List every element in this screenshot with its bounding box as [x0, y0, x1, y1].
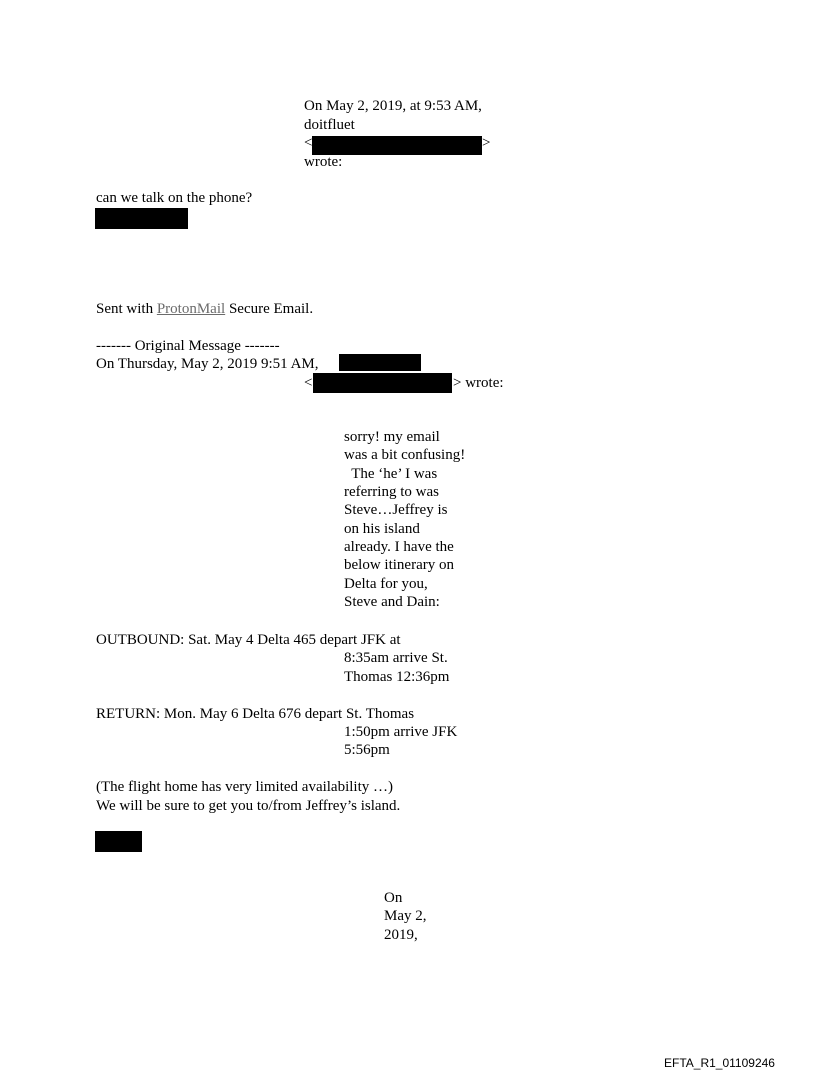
availability-note: (The flight home has very limited availability …): [96, 779, 394, 795]
trailing-line: 2019,: [384, 927, 418, 943]
body-line: Delta for you,: [344, 576, 428, 592]
redaction-original-sender-name: [339, 354, 421, 371]
signature-suffix: Secure Email.: [225, 301, 314, 317]
redaction-signature-name: [95, 208, 188, 229]
original-message-divider: ------- Original Message -------: [96, 338, 280, 354]
island-note: We will be sure to get you to/from Jeffrey’s island.: [96, 798, 401, 814]
original-lt: <: [304, 375, 313, 391]
document-id: EFTA_R1_01109246: [664, 1056, 775, 1070]
body-line: on his island: [344, 521, 420, 537]
redaction-original-sender-email: [313, 373, 452, 393]
redaction-closing-name: [95, 831, 142, 852]
reply-header-sender: doitfluet: [304, 117, 355, 133]
return-flight: RETURN: Mon. May 6 Delta 676 depart St. Thomas: [96, 706, 415, 722]
trailing-line: On: [384, 890, 403, 906]
reply-header-gt: >: [482, 135, 491, 151]
original-wrote: > wrote:: [453, 375, 504, 391]
outbound-flight: OUTBOUND: Sat. May 4 Delta 465 depart JFK at: [96, 632, 401, 648]
signature-prefix: Sent with: [96, 301, 157, 317]
message-text: can we talk on the phone?: [96, 190, 253, 206]
body-line: was a bit confusing!: [344, 447, 466, 463]
original-message-date: On Thursday, May 2, 2019 9:51 AM,: [96, 356, 319, 372]
body-line: sorry! my email: [344, 429, 440, 445]
return-arrival-time: 5:56pm: [344, 742, 390, 758]
body-line: below itinerary on: [344, 557, 454, 573]
body-line: referring to was: [344, 484, 439, 500]
body-line: Steve and Dain:: [344, 594, 440, 610]
body-line: already. I have the: [344, 539, 454, 555]
return-arrival: 1:50pm arrive JFK: [344, 724, 458, 740]
protonmail-signature: [96, 300, 313, 318]
protonmail-link[interactable]: ProtonMail: [156, 301, 226, 317]
trailing-line: May 2,: [384, 908, 427, 924]
reply-header-wrote: wrote:: [304, 154, 343, 170]
reply-header-date: On May 2, 2019, at 9:53 AM,: [304, 98, 482, 114]
reply-header-lt: <: [304, 135, 313, 151]
outbound-arrival: 8:35am arrive St.: [344, 650, 448, 666]
body-line: The ‘he’ I was: [344, 466, 438, 482]
outbound-arrival-time: Thomas 12:36pm: [344, 669, 450, 685]
body-line: Steve…Jeffrey is: [344, 502, 448, 518]
